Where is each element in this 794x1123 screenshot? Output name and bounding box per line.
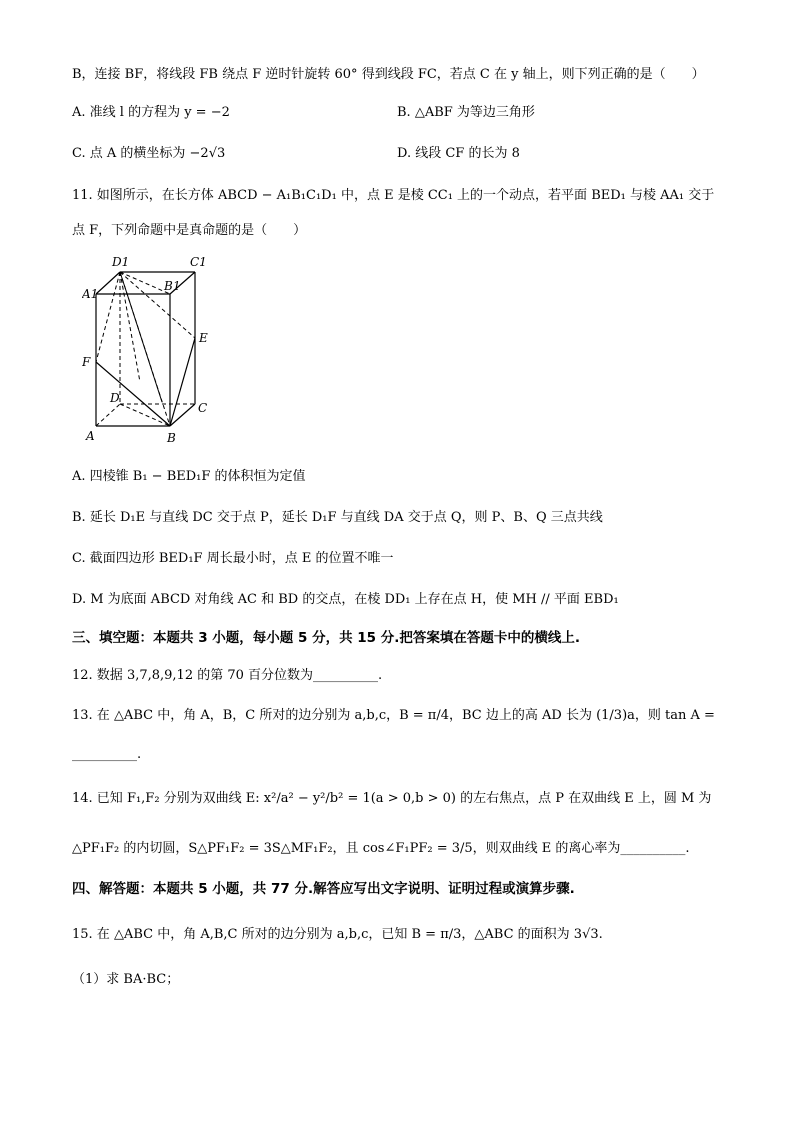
diag-d1-b1 (120, 272, 170, 294)
q11-option-b: B. 延长 D₁E 与直线 DC 交于点 P，延长 D₁F 与直线 DA 交于点 Q，则 P、B、Q 三点共线 (72, 510, 603, 525)
q14-line1: 14. 已知 F₁,F₂ 分别为双曲线 E: x²/a² − y²/b² = 1(a > 0,b > 0) 的左右焦点，点 P 在双曲线 E 上，圆 M 为 (72, 791, 712, 806)
line-d1-b-solid (120, 272, 162, 402)
section-d1-f (96, 272, 120, 362)
cuboid-diagram (82, 252, 222, 447)
label-c: C (198, 401, 208, 415)
section-3-title: 三、填空题：本题共 3 小题，每小题 5 分，共 15 分.把答案填在答题卡中的横线上. (72, 630, 581, 646)
label-e: E (199, 331, 208, 345)
edge-b-c (170, 404, 195, 426)
line-d1-side (120, 272, 140, 382)
q15-stem: 15. 在 △ABC 中，角 A,B,C 所对的边分别为 a,b,c，已知 B = π/3，△ABC 的面积为 3√3. (72, 927, 603, 942)
label-b1: B1 (164, 279, 181, 293)
q10-continuation: B，连接 BF，将线段 FB 绕点 F 逆时针旋转 60° 得到线段 FC，若点 C 在 y 轴上，则下列正确的是（ ） (72, 67, 705, 82)
q13-line2: __________. (72, 747, 142, 762)
edge-a-d (96, 404, 120, 426)
label-d: D (110, 391, 120, 405)
section-b-e (170, 338, 195, 426)
section-4-title: 四、解答题：本题共 5 小题，共 77 分.解答应写出文字说明、证明过程或演算步骤. (72, 881, 575, 897)
label-a1: A1 (82, 287, 99, 301)
diag-d-b (120, 404, 170, 426)
q13-line1: 13. 在 △ABC 中，角 A，B，C 所对的边分别为 a,b,c，B = π/4，BC 边上的高 AD 长为 (1/3)a，则 tan A = (72, 708, 715, 723)
q12-text: 12. 数据 3,7,8,9,12 的第 70 百分位数为__________. (72, 668, 383, 683)
q10-option-a: A. 准线 l 的方程为 y = −2 (72, 105, 230, 120)
q11-stem-line2: 点 F，下列命题中是真命题的是（ ） (72, 223, 307, 238)
q10-option-b: B. △ABF 为等边三角形 (397, 105, 535, 120)
label-f: F (82, 355, 91, 369)
q15-part1: （1）求 BA·BC； (72, 972, 180, 987)
q11-option-d: D. M 为底面 ABCD 对角线 AC 和 BD 的交点，在棱 DD₁ 上存在点 H，使 MH // 平面 EBD₁ (72, 592, 619, 607)
q14-line2: △PF₁F₂ 的内切圆，S△PF₁F₂ = 3S△MF₁F₂，且 cos∠F₁PF₂ = 3/5，则双曲线 E 的离心率为__________. (72, 841, 690, 856)
cuboid-figure (82, 252, 222, 447)
label-d1: D1 (112, 255, 130, 269)
q11-option-a: A. 四棱锥 B₁ − BED₁F 的体积恒为定值 (72, 469, 306, 484)
q11-option-c: C. 截面四边形 BED₁F 周长最小时，点 E 的位置不唯一 (72, 551, 394, 566)
q11-stem-line1: 11. 如图所示，在长方体 ABCD − A₁B₁C₁D₁ 中，点 E 是棱 CC₁ 上的一个动点，若平面 BED₁ 与棱 AA₁ 交于 (72, 188, 715, 203)
label-b: B (167, 431, 176, 445)
q10-option-c: C. 点 A 的横坐标为 −2√3 (72, 146, 226, 161)
label-a: A (86, 429, 95, 443)
edge-a1-d1 (96, 272, 120, 294)
q10-option-d: D. 线段 CF 的长为 8 (397, 146, 520, 161)
label-c1: C1 (190, 255, 207, 269)
